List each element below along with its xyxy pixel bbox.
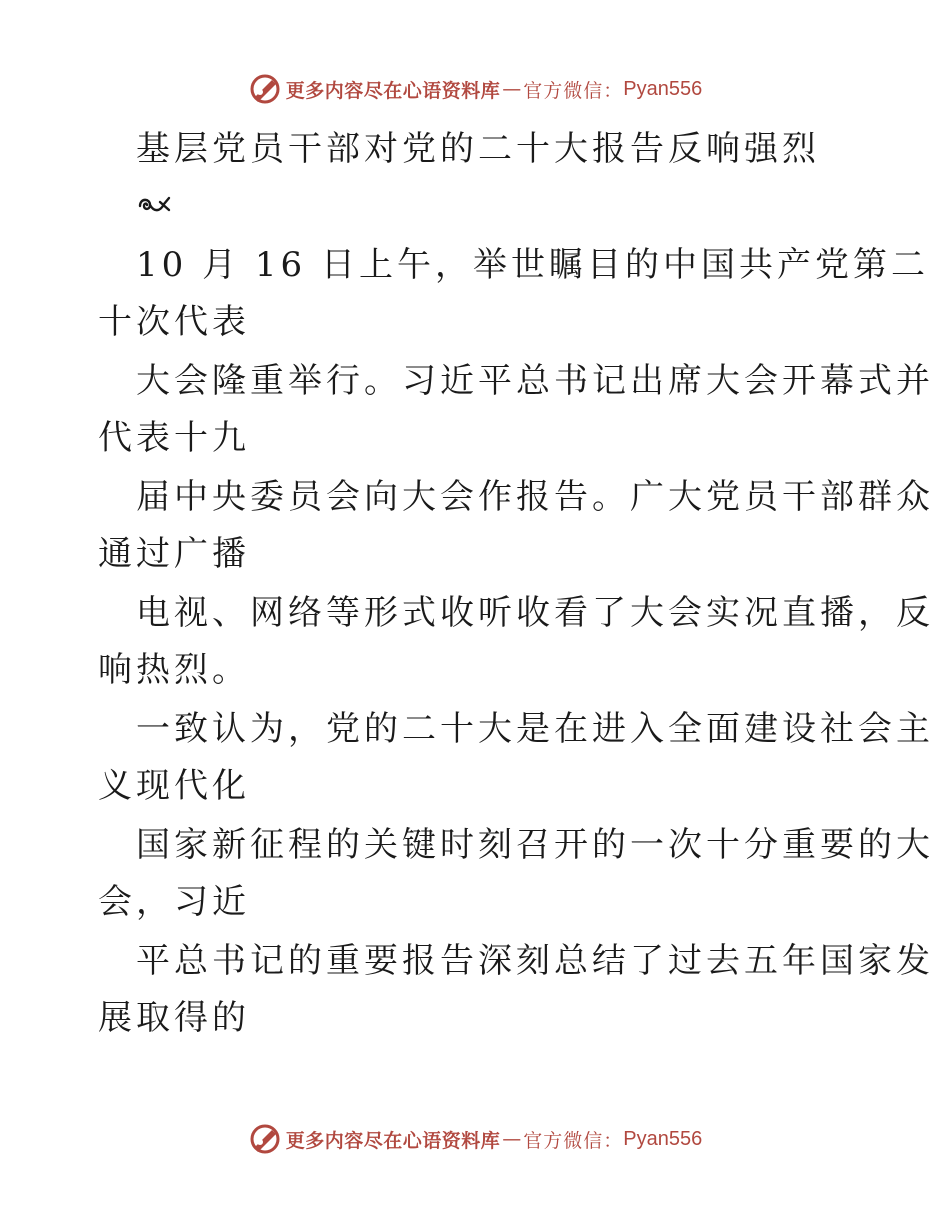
decorative-swirl-icon [136,192,172,218]
paragraph-line: 国家新征程的关键时刻召开的一次十分重要的大 [136,825,934,865]
watermark-official-label: 官方微信： [523,1129,624,1152]
paragraph-line: 大会隆重举行。习近平总书记出席大会开幕式并 [136,361,934,401]
paragraph-line: 平总书记的重要报告深刻总结了过去五年国家发 [136,941,934,981]
watermark-text: 更多内容尽在心语资料库 [285,79,501,102]
paragraph-line: 一致认为，党的二十大是在进入全面建设社会主 [136,709,934,749]
paragraph-line: 通过广播 [98,534,250,574]
header-watermark [0,72,950,106]
paragraph-line: 十次代表 [98,302,250,342]
brush-pen-logo-icon [248,1122,282,1156]
footer-watermark [0,1122,950,1156]
watermark-wechat-id: Pyan556 [623,1127,703,1150]
paragraph-line: 会，习近 [98,882,250,922]
watermark-wechat-id: Pyan556 [623,77,703,100]
paragraph-line: 届中央委员会向大会作报告。广大党员干部群众 [136,477,934,517]
watermark-official-label: 官方微信： [523,79,624,102]
watermark-dash: — [502,1128,522,1150]
brush-pen-logo-icon [248,72,282,106]
document-title: 基层党员干部对党的二十大报告反响强烈 [136,129,820,169]
watermark-text: 更多内容尽在心语资料库 [285,1129,501,1152]
paragraph-line: 10 月 16 日上午，举世瞩目的中国共产党第二 [136,245,929,285]
paragraph-line: 电视、网络等形式收听收看了大会实况直播，反 [136,593,934,633]
paragraph-line: 义现代化 [98,766,250,806]
paragraph-line: 展取得的 [98,998,250,1038]
paragraph-line: 代表十九 [98,418,250,458]
paragraph-line: 响热烈。 [98,650,250,690]
watermark-dash: — [502,78,522,100]
